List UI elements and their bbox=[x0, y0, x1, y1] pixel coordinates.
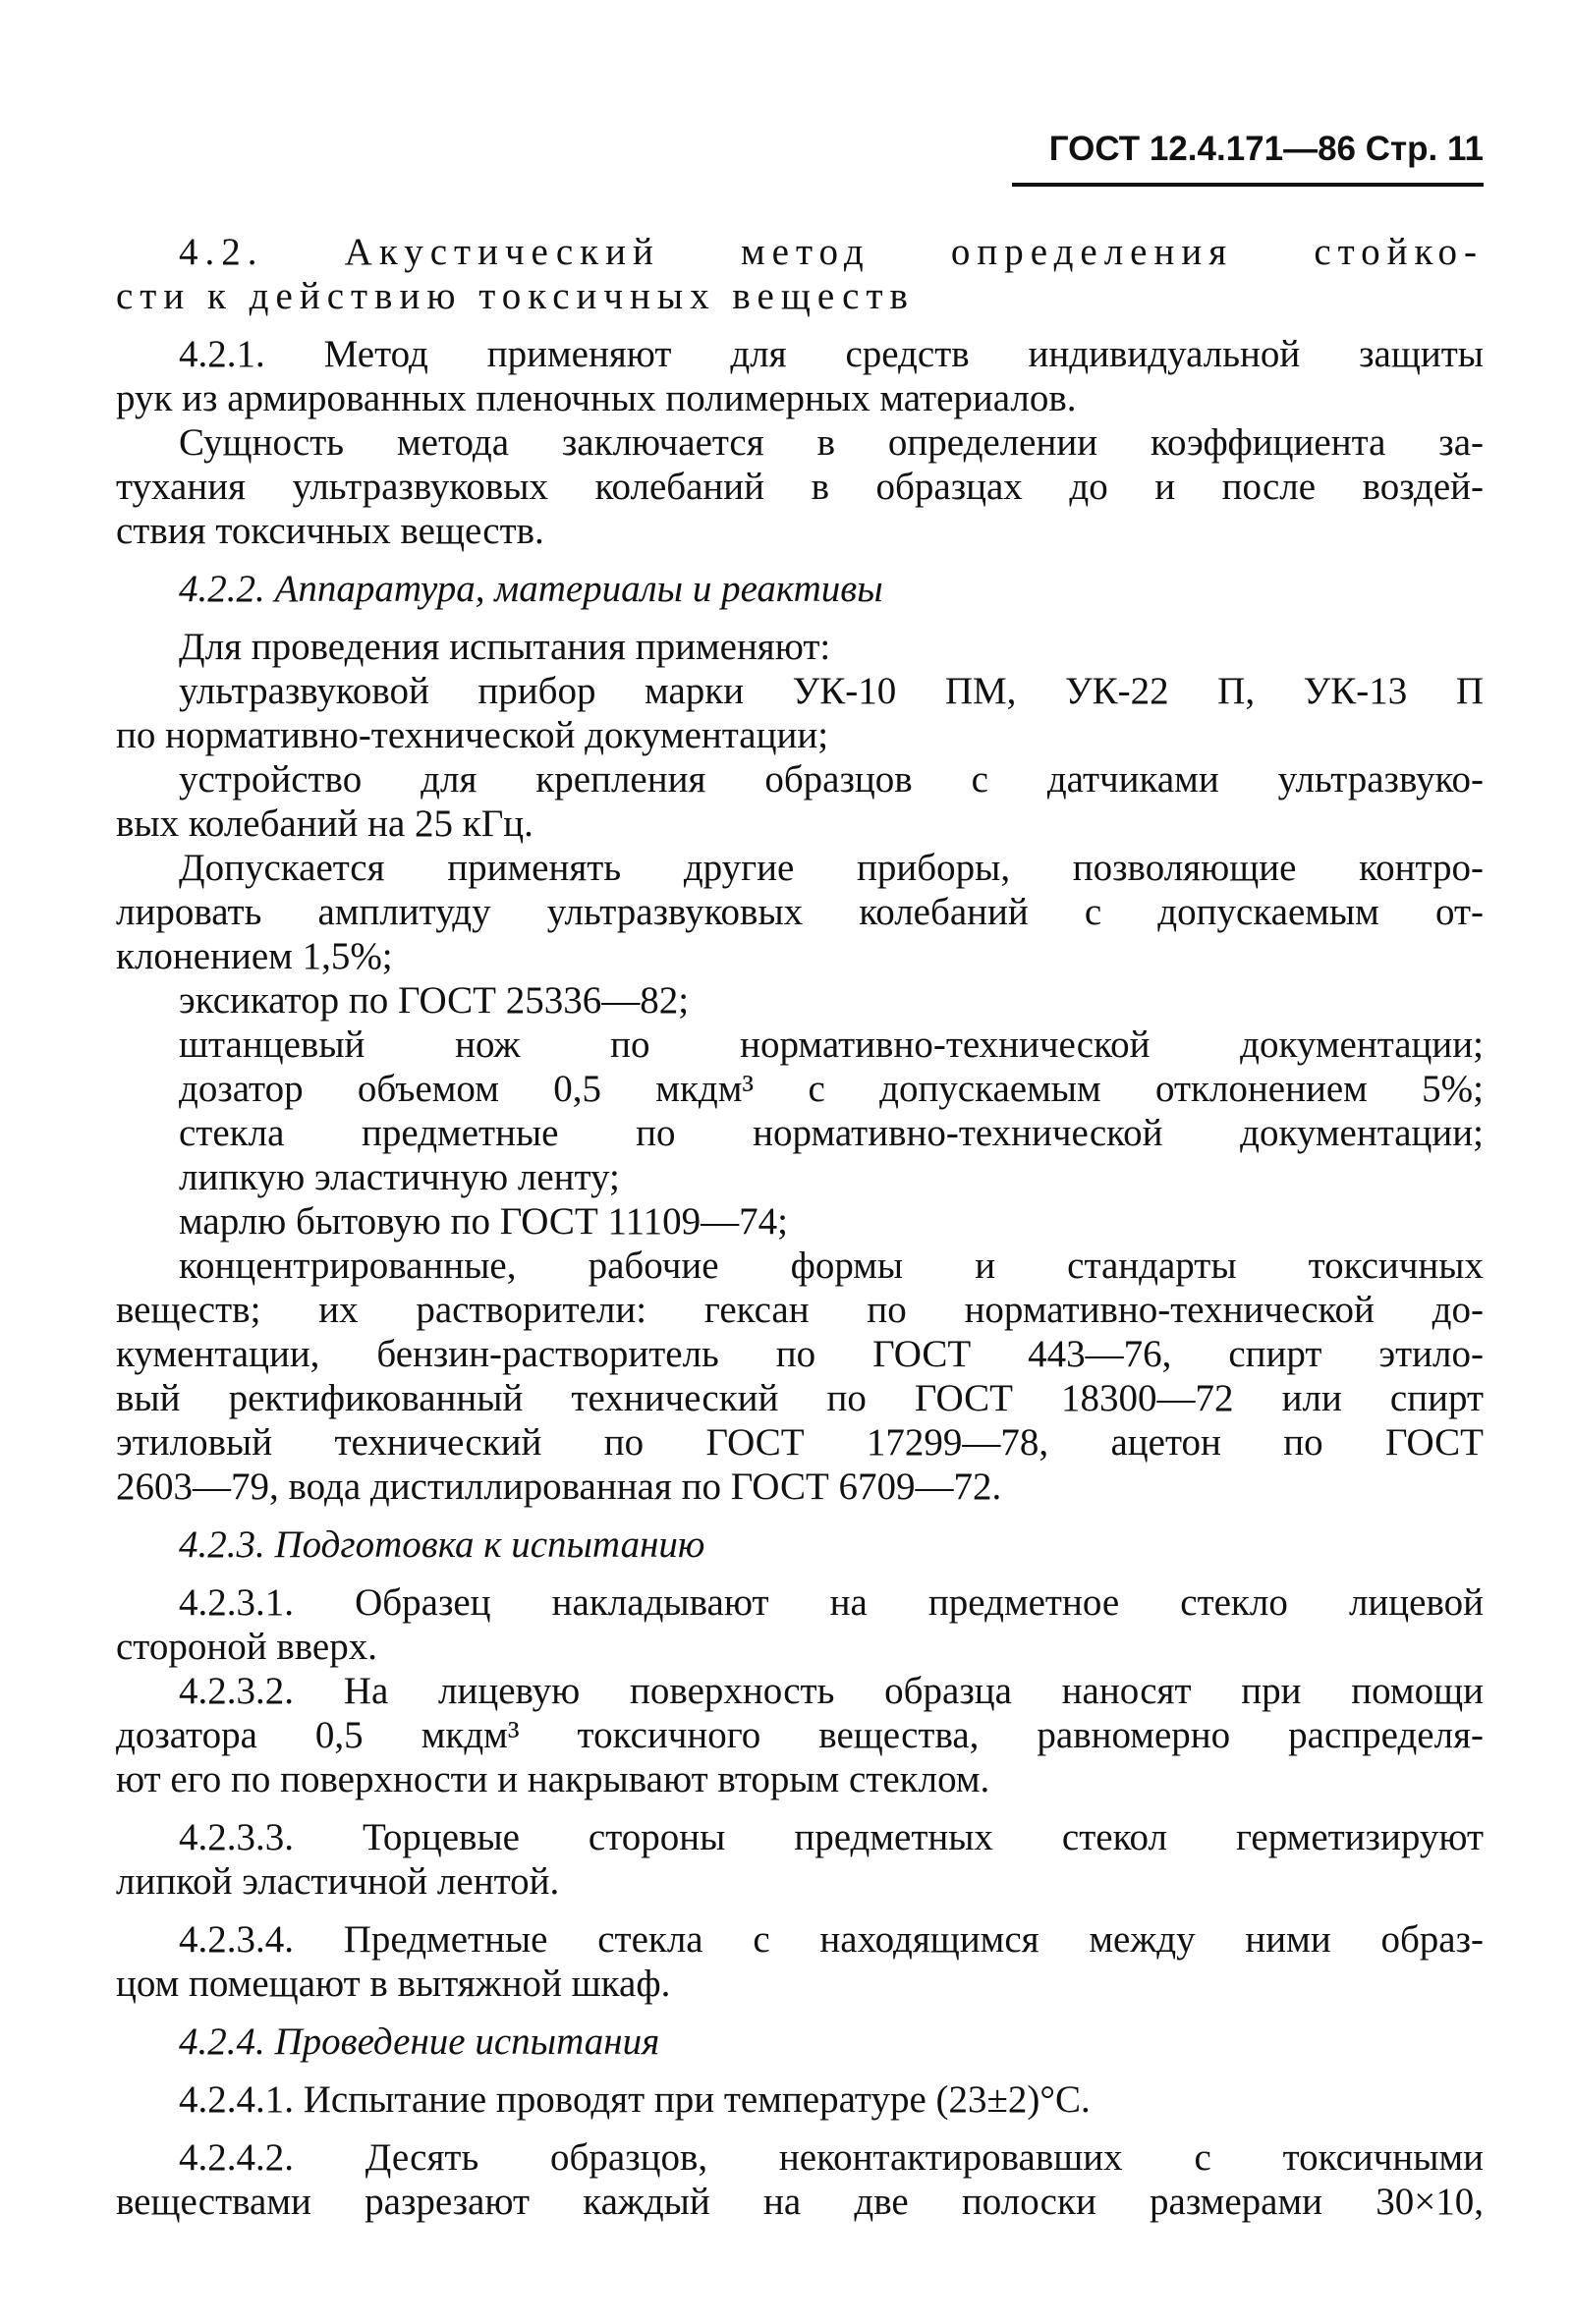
text-line: рук из армированных пленочных полимерных материалов. bbox=[116, 377, 1077, 419]
text-line: ультразвуковой прибор марки УК-10 ПМ, УК-22 П, УК-13 П bbox=[179, 670, 1484, 712]
text-line: тухания ультразвуковых колебаний в образцах до и после воздей- bbox=[116, 466, 1484, 508]
text-line: Для проведения испытания применяют: bbox=[179, 626, 831, 668]
text-line: веществами разрезают каждый на две полоски размерами 30×10, bbox=[116, 2181, 1484, 2223]
text-line: вых колебаний на 25 кГц. bbox=[116, 802, 533, 845]
text-line: липкую эластичную ленту; bbox=[179, 1156, 620, 1198]
text-line: 4.2.3.4. Предметные стекла с находящимся между ними образ- bbox=[179, 1918, 1484, 1961]
text-line: клонением 1,5%; bbox=[116, 935, 393, 977]
text-line: штанцевый нож по нормативно-технической документации; bbox=[179, 1024, 1484, 1066]
body-text bbox=[116, 230, 1484, 2224]
text-line: 4.2.3.2. На лицевую поверхность образца наносят при помощи bbox=[179, 1670, 1484, 1712]
text-line: этиловый технический по ГОСТ 17299—78, ацетон по ГОСТ bbox=[116, 1421, 1484, 1464]
text-line: 4.2.3.1. Образец накладывают на предметное стекло лицевой bbox=[179, 1581, 1484, 1624]
text-line: вый ректификованный технический по ГОСТ 18300—72 или спирт bbox=[116, 1377, 1484, 1419]
text-line: ствия токсичных веществ. bbox=[116, 510, 544, 552]
text-line: 4.2.4.2. Десять образцов, неконтактировавших с токсичными bbox=[179, 2136, 1484, 2179]
section-heading-cont: сти к действию токсичных веществ bbox=[116, 275, 915, 317]
text-line: ют его по поверхности и накрывают вторым стеклом. bbox=[116, 1758, 990, 1800]
running-head: ГОСТ 12.4.171—86 Стр. 11 bbox=[1012, 128, 1484, 187]
text-line: 4.2.3.3. Торцевые стороны предметных стекол герметизируют bbox=[179, 1816, 1484, 1858]
text-line: 2603—79, вода дистиллированная по ГОСТ 6709—72. bbox=[116, 1466, 1002, 1508]
text-line: 4.2.4.1. Испытание проводят при температуре (23±2)°С. bbox=[179, 2078, 1091, 2121]
text-line: веществ; их растворители: гексан по нормативно-технической до- bbox=[116, 1289, 1484, 1331]
subsection-heading: 4.2.2. Аппаратура, материалы и реактивы bbox=[179, 568, 883, 610]
text-line: кументации, бензин-растворитель по ГОСТ 443—76, спирт этило- bbox=[116, 1333, 1484, 1375]
text-line: устройство для крепления образцов с датчиками ультразвуко- bbox=[179, 758, 1484, 801]
text-line: лировать амплитуду ультразвуковых колебаний с допускаемым от- bbox=[116, 891, 1484, 933]
text-line: липкой эластичной лентой. bbox=[116, 1860, 560, 1903]
text-line: 4.2.1. Метод применяют для средств индивидуальной защиты bbox=[179, 333, 1484, 375]
text-line: дозатор объемом 0,5 мкдм³ с допускаемым отклонением 5%; bbox=[179, 1068, 1484, 1110]
text-line: Допускается применять другие приборы, позволяющие контро- bbox=[179, 847, 1484, 889]
text-line: по нормативно-технической документации; bbox=[116, 714, 829, 756]
subsection-heading: 4.2.3. Подготовка к испытанию bbox=[179, 1523, 705, 1566]
section-heading: 4.2. Акустический метод определения стойко- bbox=[179, 231, 1484, 273]
text-line: Сущность метода заключается в определении коэффициента за- bbox=[179, 421, 1484, 464]
subsection-heading: 4.2.4. Проведение испытания bbox=[179, 2020, 660, 2063]
text-line: дозатора 0,5 мкдм³ токсичного вещества, равномерно распределя- bbox=[116, 1714, 1484, 1756]
text-line: стороной вверх. bbox=[116, 1626, 377, 1668]
text-line: марлю бытовую по ГОСТ 11109—74; bbox=[179, 1200, 788, 1243]
text-line: цом помещают в вытяжной шкаф. bbox=[116, 1963, 671, 2005]
text-line: концентрированные, рабочие формы и стандарты токсичных bbox=[179, 1245, 1484, 1287]
text-line: эксикатор по ГОСТ 25336—82; bbox=[179, 979, 690, 1022]
text-line: стекла предметные по нормативно-технической документации; bbox=[179, 1112, 1484, 1154]
